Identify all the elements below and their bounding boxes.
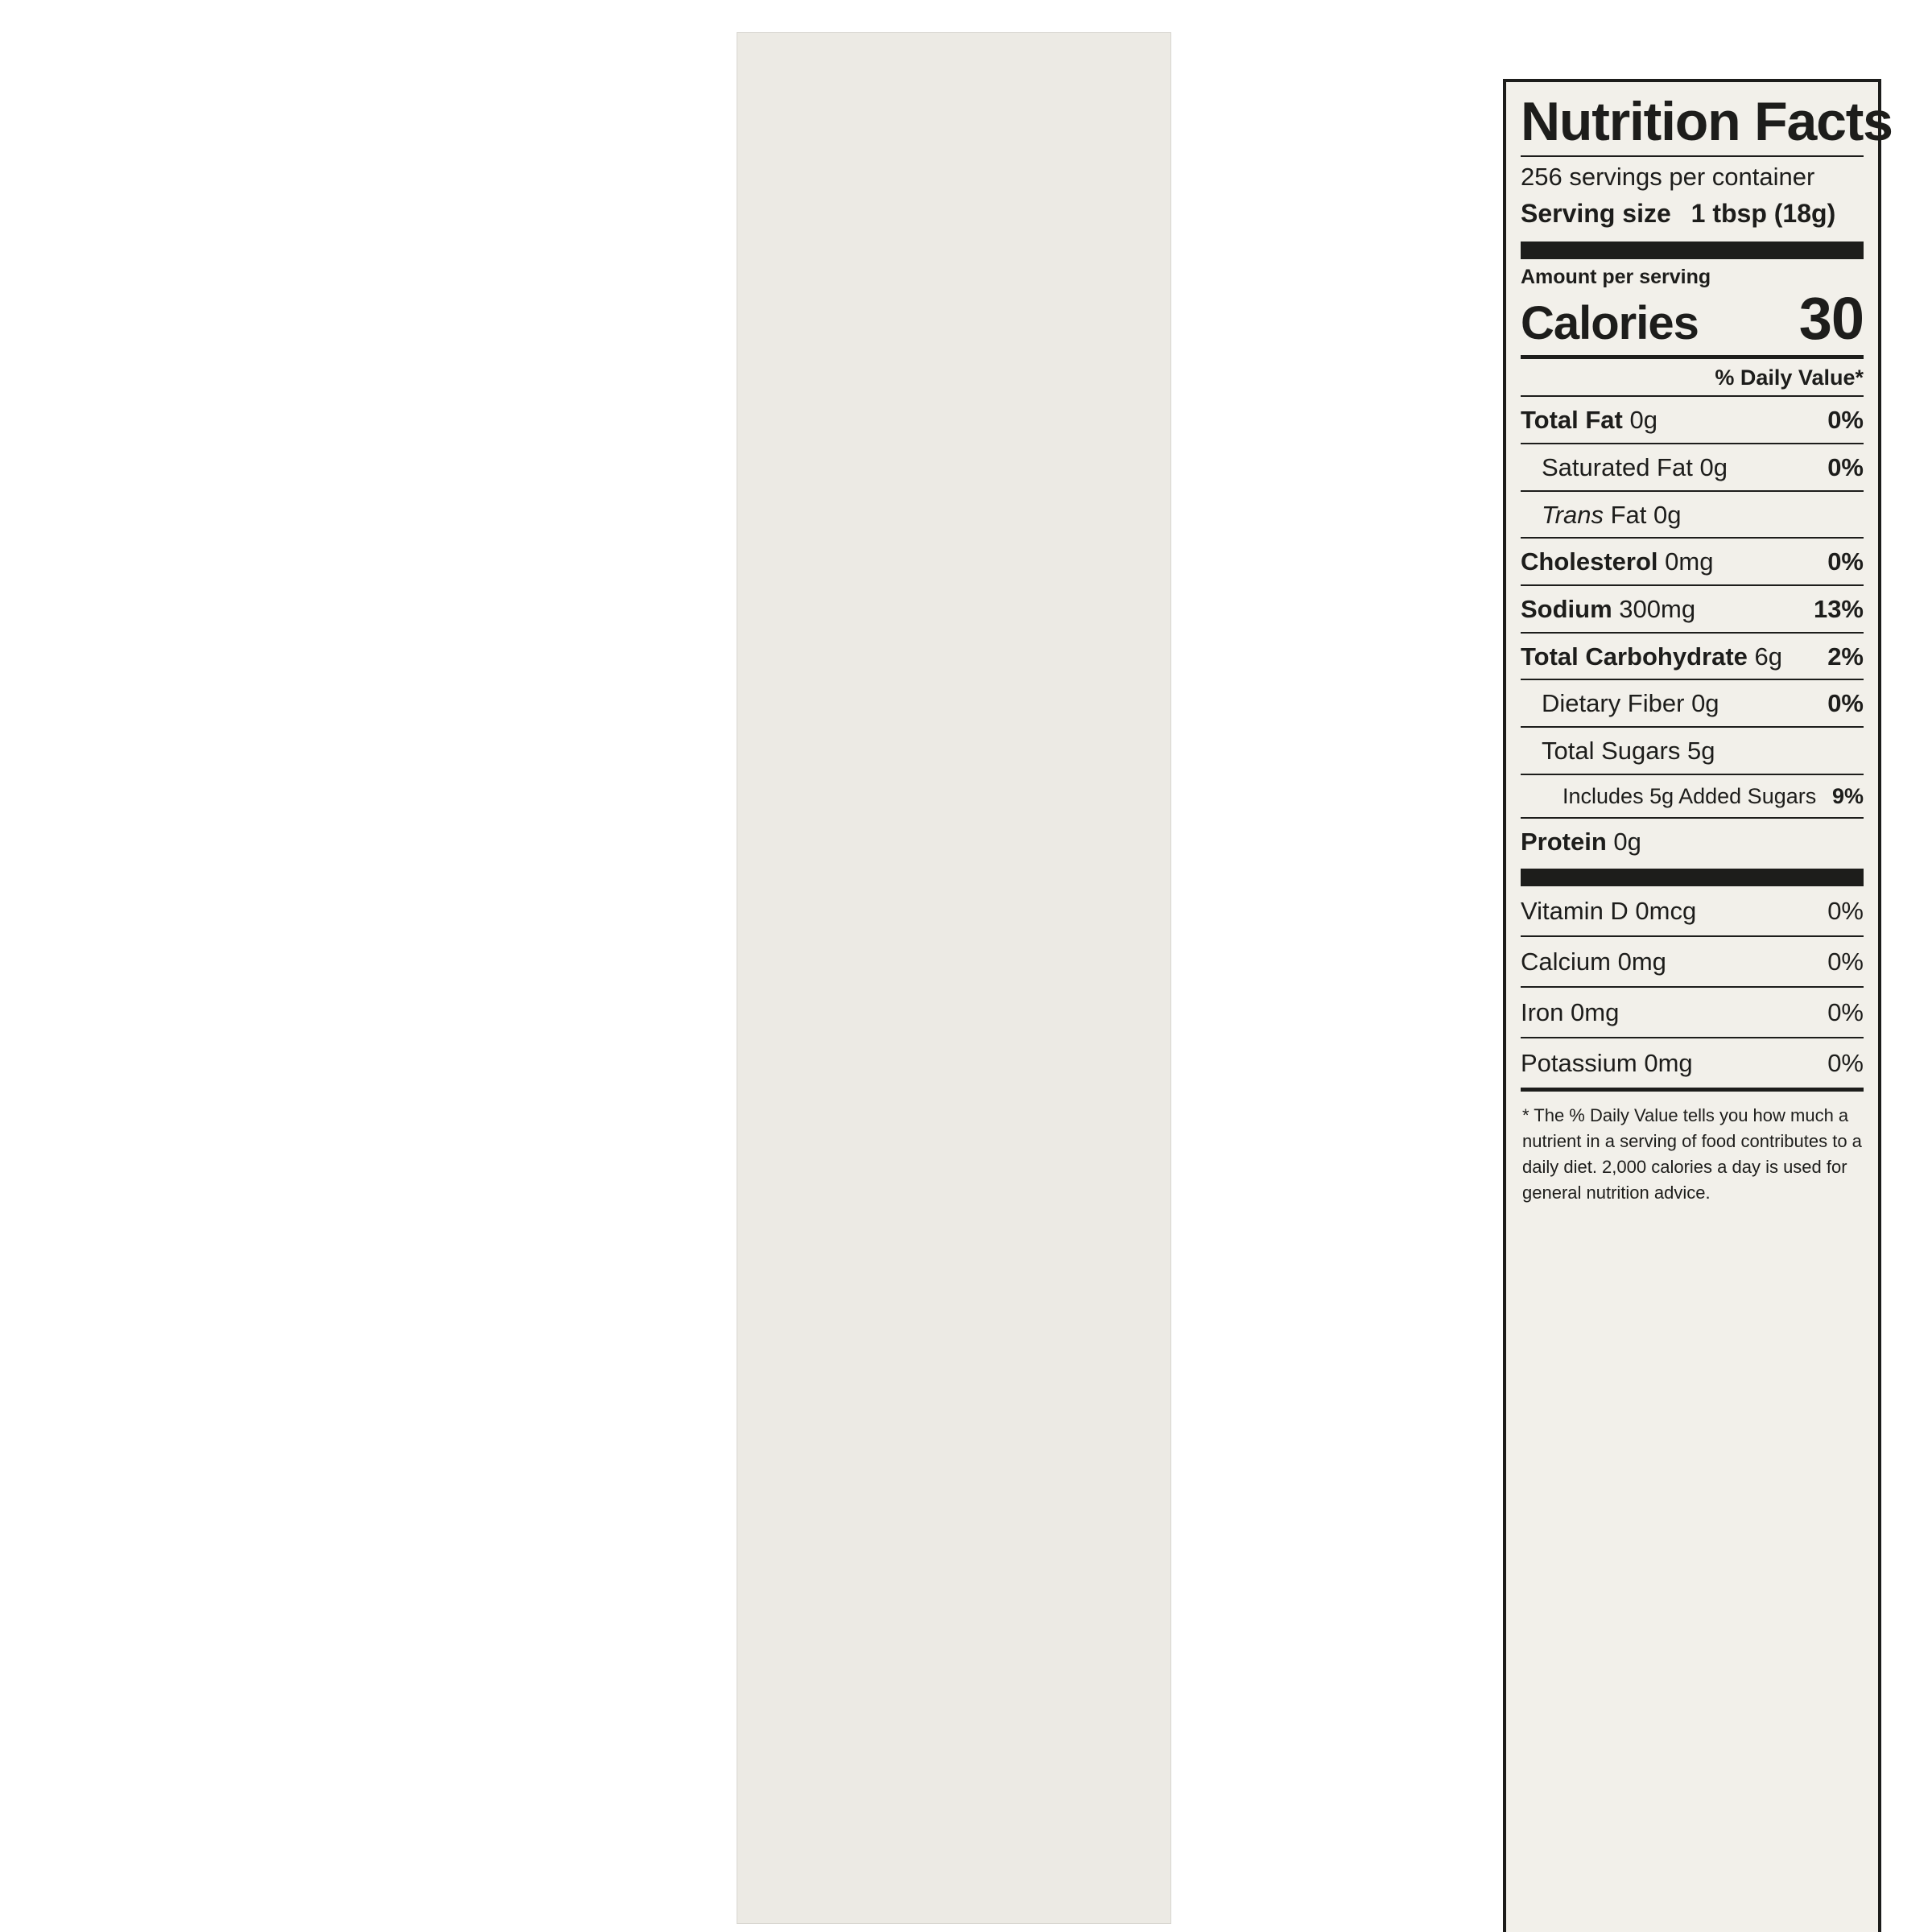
nutrient-row-total-fat [1521, 397, 1864, 444]
nutrient-dv: 2% [1827, 642, 1864, 671]
nutrient-row-cholesterol [1521, 539, 1864, 586]
vitamin-dv: 0% [1827, 897, 1864, 926]
servings-per-container: 256 servings per container [1521, 162, 1815, 191]
nutrient-dv: 0% [1827, 689, 1864, 718]
vitamin-dv: 0% [1827, 947, 1864, 976]
nutrient-row-sodium [1521, 586, 1864, 634]
vitamin-name: Calcium 0mg [1521, 947, 1666, 976]
nutrient-name: Total Carbohydrate [1521, 642, 1748, 671]
vitamin-row-iron [1521, 988, 1864, 1038]
nutrient-amount: 0g [1691, 689, 1719, 718]
nutrient-name: Cholesterol [1521, 547, 1658, 576]
vitamin-row-calcium [1521, 937, 1864, 988]
daily-value-header: % Daily Value* [1521, 359, 1864, 397]
serving-size-value: 1 tbsp (18g) [1690, 199, 1836, 229]
nutrient-row-total-carbohydrate [1521, 634, 1864, 681]
vitamin-dv: 0% [1827, 1049, 1864, 1078]
nutrient-name: Protein [1521, 827, 1607, 856]
serving-size-label: Serving size [1521, 199, 1671, 229]
nutrient-name: Includes 5g Added Sugars [1563, 783, 1817, 808]
nutrient-amount: 0g [1699, 453, 1728, 482]
nutrient-amount: Fat 0g [1610, 500, 1682, 529]
nutrient-name: Sodium [1521, 594, 1612, 623]
nutrient-name: Total Sugars [1542, 736, 1681, 765]
nutrient-dv: 13% [1813, 594, 1864, 623]
nutrient-name: Trans [1542, 500, 1604, 529]
vitamin-dv: 0% [1827, 998, 1864, 1027]
nutrient-row-saturated-fat [1521, 444, 1864, 492]
nutrient-name: Dietary Fiber [1542, 689, 1685, 718]
vitamin-row-vitamin-d [1521, 886, 1864, 937]
nutrition-facts-box [1503, 79, 1893, 1932]
nutrient-name: Total Fat [1521, 406, 1623, 435]
divider-thick-top [1521, 242, 1864, 259]
nutrient-amount: 300mg [1619, 594, 1696, 623]
nutrient-amount: 0mg [1665, 547, 1714, 576]
nutrient-row-dietary-fiber [1521, 680, 1864, 728]
nutrient-dv: 0% [1827, 547, 1864, 576]
calories-row [1521, 285, 1864, 359]
divider-thick-bottom [1521, 869, 1864, 886]
nutrient-amount: 5g [1686, 736, 1715, 765]
nutrient-row-added-sugars [1521, 775, 1864, 819]
nutrient-amount: 6g [1754, 642, 1783, 671]
nutrient-dv: 0% [1827, 453, 1864, 482]
vitamin-name: Vitamin D 0mcg [1521, 897, 1697, 926]
label-panel [737, 32, 1893, 1924]
calories-value: 30 [1798, 285, 1864, 353]
nutrient-dv: 0% [1827, 406, 1864, 435]
nutrient-row-trans-fat [1521, 492, 1864, 539]
amount-per-serving-label: Amount per serving [1521, 266, 1711, 289]
serving-size-row [1521, 197, 1864, 237]
vitamin-name: Potassium 0mg [1521, 1049, 1693, 1078]
calories-label: Calories [1521, 297, 1699, 350]
nutrition-facts-title: Nutrition Facts [1521, 82, 1864, 157]
daily-value-footnote: * The % Daily Value tells you how much a nutrient in a serving of food contributes to a daily diet. 2,000 calories a day is used for general nutrition advice. [1522, 1105, 1862, 1203]
nutrient-row-protein [1521, 819, 1864, 865]
nutrient-amount: 0g [1629, 406, 1657, 435]
nutrient-amount: 0g [1613, 827, 1641, 856]
nutrient-dv: 9% [1831, 783, 1864, 808]
nutrient-row-total-sugars [1521, 728, 1864, 775]
nutrient-name: Saturated Fat [1542, 453, 1693, 482]
vitamin-name: Iron 0mg [1521, 998, 1620, 1027]
vitamin-row-potassium [1521, 1038, 1864, 1092]
